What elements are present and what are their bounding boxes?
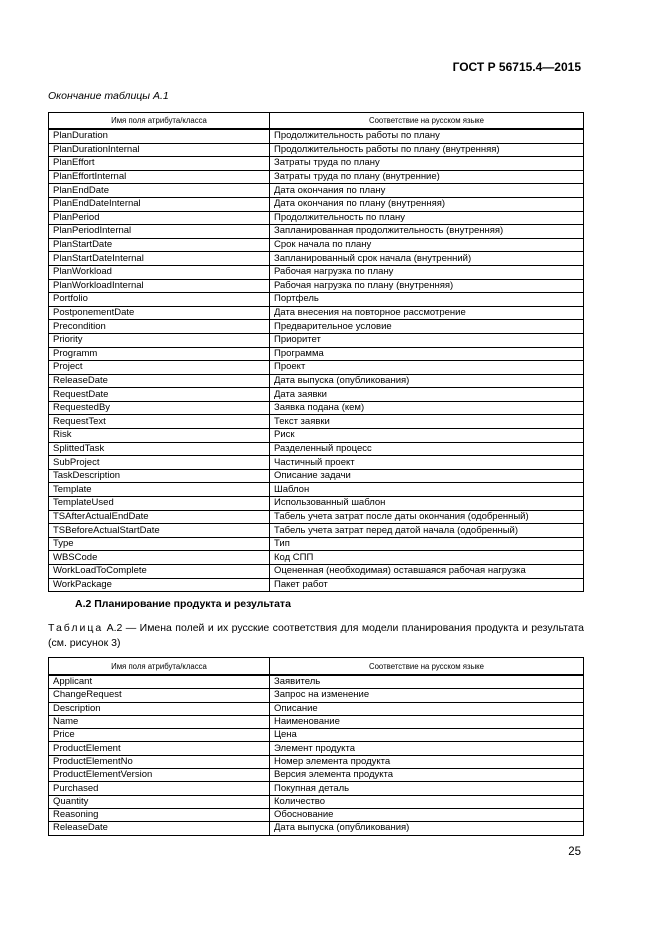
column-header-field-name: Имя поля атрибута/класса: [49, 658, 270, 676]
russian-equivalent-cell: Программа: [270, 347, 584, 361]
column-header-field-name: Имя поля атрибута/класса: [49, 113, 270, 130]
field-name-cell: Applicant: [49, 675, 270, 689]
field-name-cell: Price: [49, 729, 270, 742]
field-name-cell: Risk: [49, 429, 270, 443]
table-row: [49, 742, 584, 755]
field-name-cell: WorkLoadToComplete: [49, 565, 270, 579]
table-header-row: [49, 658, 584, 676]
table2-caption-label: Таблица: [48, 622, 104, 634]
russian-equivalent-cell: Описание задачи: [270, 469, 584, 483]
russian-equivalent-cell: Оцененная (необходимая) оставшаяся рабочая нагрузка: [270, 565, 584, 579]
table-row: [49, 388, 584, 402]
russian-equivalent-cell: Проект: [270, 361, 584, 375]
russian-equivalent-cell: Затраты труда по плану (внутренние): [270, 170, 584, 184]
table-row: [49, 456, 584, 470]
field-name-cell: PlanDuration: [49, 129, 270, 143]
table-row: [49, 401, 584, 415]
table-row: [49, 510, 584, 524]
table-row: [49, 361, 584, 375]
russian-equivalent-cell: Код СПП: [270, 551, 584, 565]
russian-equivalent-cell: Продолжительность работы по плану (внутренняя): [270, 143, 584, 157]
field-name-cell: TemplateUsed: [49, 497, 270, 511]
russian-equivalent-cell: Портфель: [270, 293, 584, 307]
field-name-cell: ReleaseDate: [49, 822, 270, 835]
table-row: [49, 429, 584, 443]
table-row: [49, 211, 584, 225]
field-name-cell: PlanEffortInternal: [49, 170, 270, 184]
table-row: [49, 769, 584, 782]
field-name-cell: TaskDescription: [49, 469, 270, 483]
table-header-row: [49, 113, 584, 130]
table-row: [49, 157, 584, 171]
field-name-cell: TSBeforeActualStartDate: [49, 524, 270, 538]
field-name-cell: Type: [49, 537, 270, 551]
table-row: [49, 702, 584, 715]
table-row: [49, 252, 584, 266]
attribute-table-a1: [48, 112, 584, 592]
table-row: [49, 320, 584, 334]
russian-equivalent-cell: Рабочая нагрузка по плану: [270, 265, 584, 279]
field-name-cell: SplittedTask: [49, 442, 270, 456]
field-name-cell: Description: [49, 702, 270, 715]
table-row: [49, 293, 584, 307]
table-row: [49, 129, 584, 143]
russian-equivalent-cell: Наименование: [270, 715, 584, 728]
russian-equivalent-cell: Обоснование: [270, 808, 584, 821]
russian-equivalent-cell: Шаблон: [270, 483, 584, 497]
table-row: [49, 578, 584, 592]
table-row: [49, 347, 584, 361]
field-name-cell: ChangeRequest: [49, 689, 270, 702]
russian-equivalent-cell: Элемент продукта: [270, 742, 584, 755]
russian-equivalent-cell: Дата внесения на повторное рассмотрение: [270, 306, 584, 320]
russian-equivalent-cell: Заявитель: [270, 675, 584, 689]
russian-equivalent-cell: Продолжительность по плану: [270, 211, 584, 225]
russian-equivalent-cell: Пакет работ: [270, 578, 584, 592]
russian-equivalent-cell: Количество: [270, 795, 584, 808]
table-row: [49, 483, 584, 497]
field-name-cell: RequestDate: [49, 388, 270, 402]
field-name-cell: Precondition: [49, 320, 270, 334]
table-row: [49, 197, 584, 211]
table-row: [49, 265, 584, 279]
table-row: [49, 469, 584, 483]
russian-equivalent-cell: Текст заявки: [270, 415, 584, 429]
field-name-cell: Programm: [49, 347, 270, 361]
russian-equivalent-cell: Предварительное условие: [270, 320, 584, 334]
table-row: [49, 415, 584, 429]
field-name-cell: PlanWorkloadInternal: [49, 279, 270, 293]
table-row: [49, 333, 584, 347]
section-heading-a2: А.2 Планирование продукта и результата: [75, 598, 291, 610]
field-name-cell: RequestedBy: [49, 401, 270, 415]
field-name-cell: WorkPackage: [49, 578, 270, 592]
field-name-cell: RequestText: [49, 415, 270, 429]
table2-caption-text: А.2 — Имена полей и их русские соответствия для модели планирования продукта и результата (см. рисунок 3): [48, 622, 584, 649]
table-row: [49, 184, 584, 198]
russian-equivalent-cell: Табель учета затрат перед датой начала (одобренный): [270, 524, 584, 538]
field-name-cell: Priority: [49, 333, 270, 347]
field-name-cell: WBSCode: [49, 551, 270, 565]
field-name-cell: SubProject: [49, 456, 270, 470]
table-row: [49, 808, 584, 821]
table-row: [49, 537, 584, 551]
russian-equivalent-cell: Приоритет: [270, 333, 584, 347]
russian-equivalent-cell: Заявка подана (кем): [270, 401, 584, 415]
russian-equivalent-cell: Продолжительность работы по плану: [270, 129, 584, 143]
field-name-cell: ProductElement: [49, 742, 270, 755]
field-name-cell: Portfolio: [49, 293, 270, 307]
table-row: [49, 442, 584, 456]
russian-equivalent-cell: Дата заявки: [270, 388, 584, 402]
field-name-cell: Name: [49, 715, 270, 728]
field-name-cell: PlanDurationInternal: [49, 143, 270, 157]
field-name-cell: TSAfterActualEndDate: [49, 510, 270, 524]
russian-equivalent-cell: Покупная деталь: [270, 782, 584, 795]
russian-equivalent-cell: Дата окончания по плану: [270, 184, 584, 198]
field-name-cell: Project: [49, 361, 270, 375]
russian-equivalent-cell: Разделенный процесс: [270, 442, 584, 456]
field-name-cell: PlanEffort: [49, 157, 270, 171]
table-row: [49, 279, 584, 293]
field-name-cell: Reasoning: [49, 808, 270, 821]
table-row: [49, 238, 584, 252]
field-name-cell: PlanPeriodInternal: [49, 225, 270, 239]
russian-equivalent-cell: Описание: [270, 702, 584, 715]
table-row: [49, 822, 584, 835]
russian-equivalent-cell: Номер элемента продукта: [270, 755, 584, 768]
russian-equivalent-cell: Запрос на изменение: [270, 689, 584, 702]
russian-equivalent-cell: Запланированный срок начала (внутренний): [270, 252, 584, 266]
field-name-cell: PlanEndDate: [49, 184, 270, 198]
field-name-cell: ProductElementNo: [49, 755, 270, 768]
table-row: [49, 170, 584, 184]
field-name-cell: PostponementDate: [49, 306, 270, 320]
russian-equivalent-cell: Дата выпуска (опубликования): [270, 822, 584, 835]
column-header-russian: Соответствие на русском языке: [270, 113, 584, 130]
field-name-cell: PlanPeriod: [49, 211, 270, 225]
russian-equivalent-cell: Дата выпуска (опубликования): [270, 374, 584, 388]
field-name-cell: Template: [49, 483, 270, 497]
russian-equivalent-cell: Рабочая нагрузка по плану (внутренняя): [270, 279, 584, 293]
russian-equivalent-cell: Срок начала по плану: [270, 238, 584, 252]
table-row: [49, 306, 584, 320]
table-row: [49, 497, 584, 511]
table1-caption: Окончание таблицы А.1: [48, 90, 169, 102]
field-name-cell: PlanEndDateInternal: [49, 197, 270, 211]
table-row: [49, 729, 584, 742]
field-name-cell: ReleaseDate: [49, 374, 270, 388]
field-name-cell: PlanStartDate: [49, 238, 270, 252]
russian-equivalent-cell: Использованный шаблон: [270, 497, 584, 511]
table-row: [49, 675, 584, 689]
russian-equivalent-cell: Версия элемента продукта: [270, 769, 584, 782]
table-row: [49, 565, 584, 579]
field-name-cell: ProductElementVersion: [49, 769, 270, 782]
table2-caption: [48, 621, 584, 651]
russian-equivalent-cell: Запланированная продолжительность (внутренняя): [270, 225, 584, 239]
table-row: [49, 689, 584, 702]
russian-equivalent-cell: Дата окончания по плану (внутренняя): [270, 197, 584, 211]
russian-equivalent-cell: Цена: [270, 729, 584, 742]
page-number: 25: [568, 846, 581, 858]
table-row: [49, 524, 584, 538]
table-row: [49, 143, 584, 157]
field-name-cell: PlanWorkload: [49, 265, 270, 279]
table-row: [49, 782, 584, 795]
field-name-cell: Quantity: [49, 795, 270, 808]
document-standard-number: ГОСТ Р 56715.4—2015: [452, 60, 581, 74]
russian-equivalent-cell: Табель учета затрат после даты окончания (одобренный): [270, 510, 584, 524]
table-row: [49, 225, 584, 239]
table-row: [49, 551, 584, 565]
russian-equivalent-cell: Тип: [270, 537, 584, 551]
table-row: [49, 795, 584, 808]
table-row: [49, 715, 584, 728]
table-row: [49, 374, 584, 388]
table-row: [49, 755, 584, 768]
column-header-russian: Соответствие на русском языке: [270, 658, 584, 676]
russian-equivalent-cell: Частичный проект: [270, 456, 584, 470]
russian-equivalent-cell: Риск: [270, 429, 584, 443]
field-name-cell: PlanStartDateInternal: [49, 252, 270, 266]
attribute-table-a2: [48, 657, 584, 836]
field-name-cell: Purchased: [49, 782, 270, 795]
russian-equivalent-cell: Затраты труда по плану: [270, 157, 584, 171]
